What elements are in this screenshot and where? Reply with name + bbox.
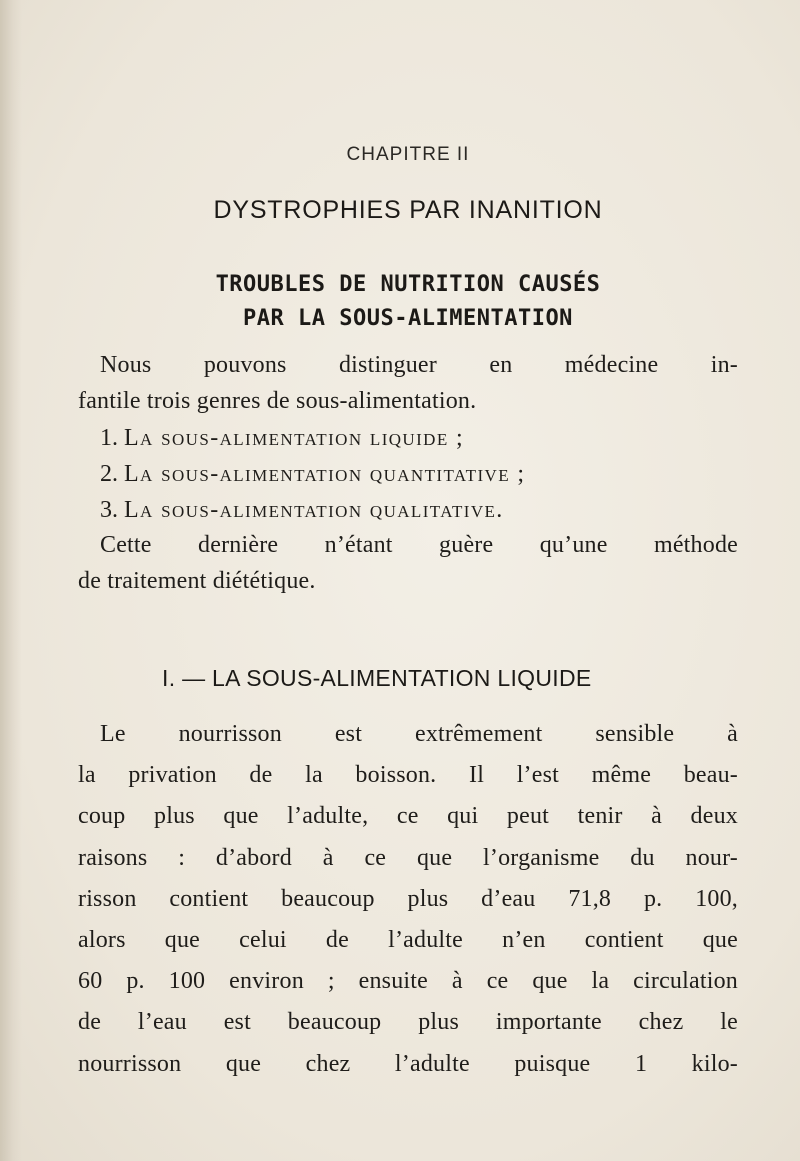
- list-item-text: La sous-alimentation qualitative.: [124, 497, 504, 523]
- list-item: [78, 456, 738, 492]
- chapter-label: CHAPITRE II: [346, 144, 470, 165]
- section-line: alors que celui de l’adulte n’en contient que: [78, 927, 738, 954]
- section-line: nourrisson que chez l’adulte puisque 1 kilo-: [78, 1050, 738, 1077]
- sub-alimentation-list: [78, 420, 738, 528]
- section-paragraph: [78, 714, 738, 1085]
- section-line: de l’eau est beaucoup plus importante chez le: [78, 1009, 738, 1036]
- subtitle-line-1: TROUBLES DE NUTRITION CAUSÉS: [215, 272, 601, 297]
- note-line: Cette dernière n’étant guère qu’une méthode: [100, 532, 738, 558]
- note-paragraph: [78, 527, 738, 599]
- section-line: raisons : d’abord à ce que l’organisme du nour-: [78, 844, 738, 871]
- intro-line: fantile trois genres de sous-alimentation.: [78, 388, 477, 414]
- section-line: 60 p. 100 environ ; ensuite à ce que la circulation: [78, 968, 738, 995]
- list-item: [78, 492, 738, 528]
- subtitle-line-2: PAR LA SOUS-ALIMENTATION: [243, 306, 573, 331]
- section-line: coup plus que l’adulte, ce qui peut tenir à deux: [78, 803, 738, 830]
- list-item: [78, 420, 738, 456]
- list-item-text: La sous-alimentation liquide ;: [124, 425, 465, 451]
- list-item-number: 3.: [100, 497, 118, 523]
- intro-line: Nous pouvons distinguer en médecine in-: [100, 352, 738, 378]
- section-line: risson contient beaucoup plus d’eau 71,8 p. 100,: [78, 885, 738, 912]
- list-item-number: 1.: [100, 425, 118, 451]
- section-heading: I. — LA SOUS-ALIMENTATION LIQUIDE: [162, 665, 592, 691]
- page-gutter-shadow: [0, 0, 22, 1161]
- note-line: de traitement diététique.: [78, 568, 316, 594]
- list-item-number: 2.: [100, 461, 118, 487]
- list-item-text: La sous-alimentation quantitative ;: [124, 461, 526, 487]
- section-line: Le nourrisson est extrêmement sensible à: [100, 721, 738, 747]
- section-line: la privation de la boisson. Il l’est même beau-: [78, 762, 738, 789]
- intro-paragraph: [78, 347, 738, 419]
- chapter-title: DYSTROPHIES PAR INANITION: [213, 196, 603, 224]
